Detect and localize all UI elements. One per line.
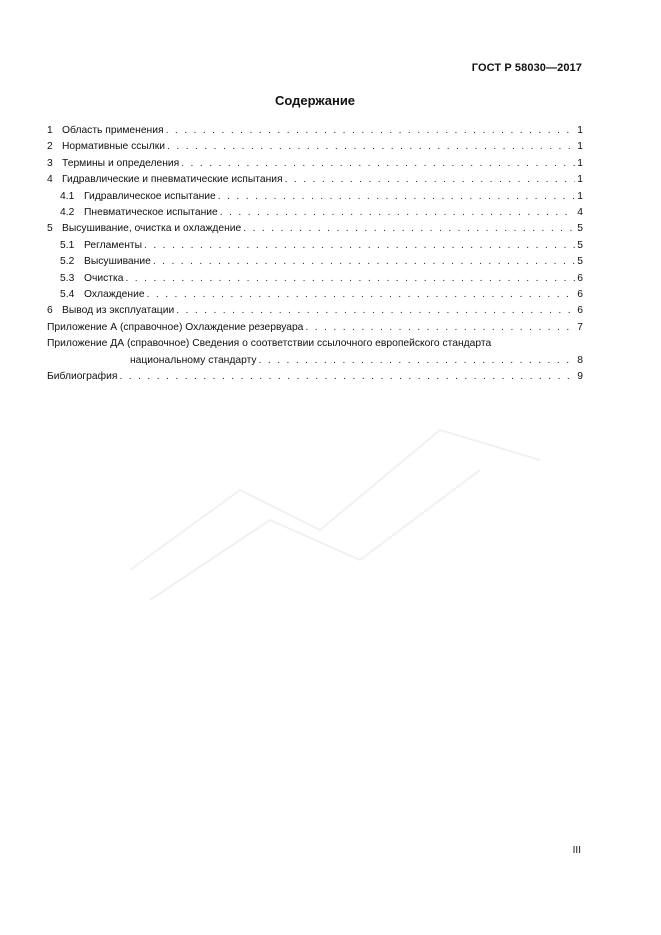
toc-entry-page: 7 (577, 321, 583, 333)
toc-entry-number: 5 (47, 223, 53, 235)
toc-entry-page: 8 (577, 354, 583, 366)
toc-entry-appendix-a[interactable] (47, 320, 583, 336)
toc-leader-dots (218, 189, 575, 205)
toc-entry-page: 5 (577, 239, 583, 251)
toc-entry-number: 5.2 (60, 256, 75, 268)
toc-entry-1[interactable] (47, 123, 583, 139)
toc-entry-2[interactable] (47, 139, 583, 155)
toc-leader-dots (181, 156, 575, 172)
toc-entry-title: Очистка (84, 272, 124, 284)
toc-entry-number: 5.4 (60, 289, 75, 301)
toc-leader-dots (153, 254, 575, 270)
toc-entry-page: 1 (577, 141, 583, 153)
toc-entry-title: Охлаждение (84, 289, 145, 301)
toc-entry-number: 4.2 (60, 207, 75, 219)
toc-entry-title: Регламенты (84, 239, 143, 251)
toc-entry-title-continuation-row (47, 353, 583, 369)
toc-entry-page: 9 (577, 371, 583, 383)
toc-entry-number: 6 (47, 305, 53, 317)
toc-entry-title: Приложение ДА (справочное) Сведения о соответствии ссылочного европейского стандарта (47, 338, 492, 350)
toc-entry-title: Библиография (47, 371, 118, 383)
toc-entry-page: 1 (577, 125, 583, 136)
toc-entry-title: Высушивание, очистка и охлаждение (62, 223, 242, 235)
toc-entry-5-3[interactable] (47, 271, 583, 287)
table-of-contents (47, 123, 583, 386)
toc-entry-title: Гидравлическое испытание (84, 190, 216, 202)
toc-entry-page: 5 (577, 256, 583, 268)
toc-entry-page: 1 (577, 190, 583, 202)
document-header: ГОСТ Р 58030—2017 (471, 62, 582, 74)
toc-entry-number: 1 (47, 125, 53, 136)
toc-entry-number: 3 (47, 157, 53, 169)
toc-leader-dots (125, 271, 575, 287)
toc-entry-5-4[interactable] (47, 287, 583, 303)
toc-leader-dots (144, 238, 575, 254)
toc-leader-dots (176, 303, 575, 319)
toc-entry-number: 2 (47, 141, 53, 153)
faint-background-watermark (120, 370, 550, 620)
toc-entry-title: Термины и определения (62, 157, 180, 169)
toc-leader-dots (259, 353, 575, 369)
toc-entry-4[interactable] (47, 172, 583, 188)
toc-leader-dots (167, 139, 575, 155)
toc-entry-4-1[interactable] (47, 189, 583, 205)
toc-entry-appendix-da[interactable] (47, 336, 583, 369)
page-title: Содержание (274, 93, 356, 108)
toc-entry-page: 1 (577, 157, 583, 169)
toc-leader-dots (305, 320, 575, 336)
toc-entry-page: 1 (577, 174, 583, 186)
toc-entry-page: 4 (577, 207, 583, 219)
toc-leader-dots (243, 221, 575, 237)
toc-entry-number: 4 (47, 174, 53, 186)
toc-entry-4-2[interactable] (47, 205, 583, 221)
toc-entry-title-continuation: национальному стандарту (130, 354, 257, 366)
toc-entry-5-1[interactable] (47, 238, 583, 254)
toc-entry-page: 5 (577, 223, 583, 235)
toc-entry-3[interactable] (47, 156, 583, 172)
toc-entry-bibliography[interactable] (47, 369, 583, 385)
toc-entry-page: 6 (577, 289, 583, 301)
toc-entry-number: 4.1 (60, 190, 75, 202)
toc-leader-dots (220, 205, 575, 221)
toc-entry-title: Область применения (62, 125, 164, 136)
toc-entry-title: Высушивание (84, 256, 151, 268)
toc-entry-5-2[interactable] (47, 254, 583, 270)
toc-entry-number: 5.1 (60, 239, 75, 251)
toc-entry-title: Нормативные ссылки (62, 141, 166, 153)
toc-leader-dots (147, 287, 575, 303)
toc-leader-dots (166, 123, 575, 139)
toc-leader-dots (119, 369, 575, 385)
toc-entry-title: Вывод из эксплуатации (62, 305, 175, 317)
toc-entry-title: Гидравлические и пневматические испытания (62, 174, 283, 186)
toc-leader-dots (285, 172, 575, 188)
toc-entry-title: Приложение А (справочное) Охлаждение резервуара (47, 321, 304, 333)
toc-entry-page: 6 (577, 272, 583, 284)
toc-entry-6[interactable] (47, 303, 583, 319)
page-number: III (572, 845, 581, 856)
toc-entry-title: Пневматическое испытание (84, 207, 218, 219)
toc-entry-5[interactable] (47, 221, 583, 237)
toc-entry-page: 6 (577, 305, 583, 317)
toc-entry-number: 5.3 (60, 272, 75, 284)
